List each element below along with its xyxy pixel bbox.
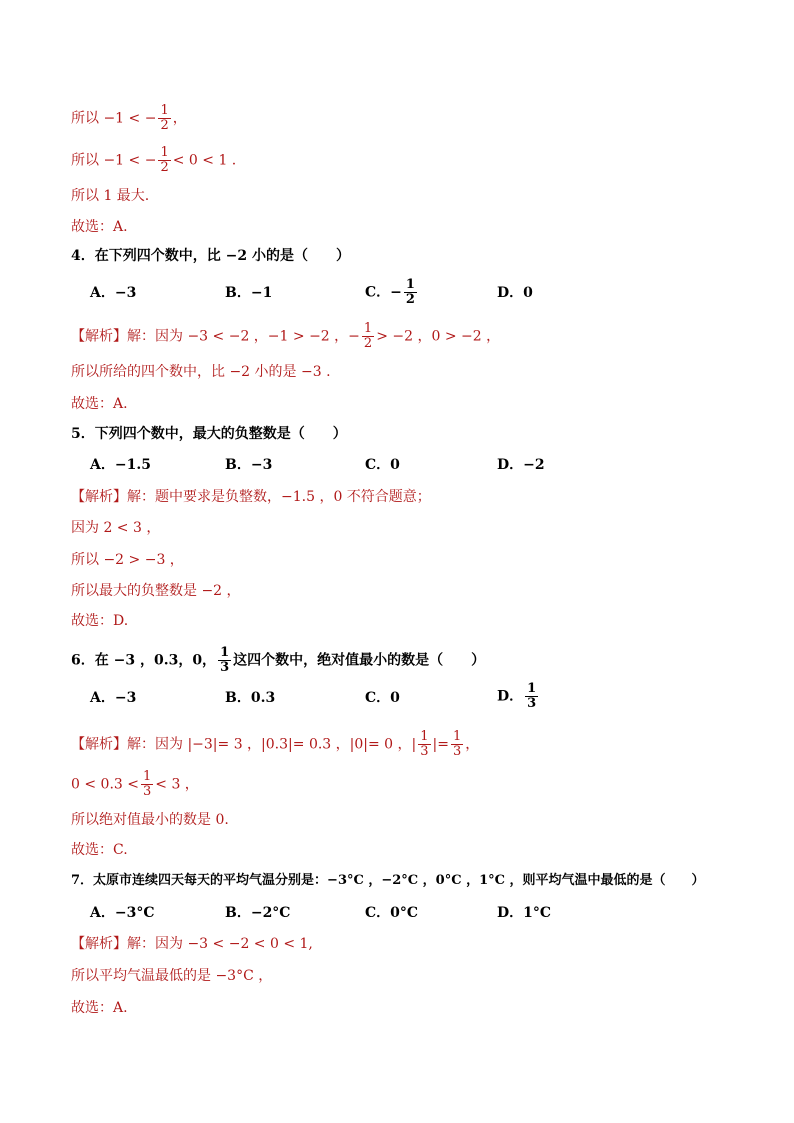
q5-answer: 故选：D. — [71, 613, 129, 629]
q3-solution-line-3: 所以 1 最大. — [71, 188, 150, 204]
q4-option-a: A．−3 — [90, 285, 137, 301]
q5-analysis: 【解析】解：题中要求是负整数，−1.5 ，0 不符合题意； — [71, 489, 431, 505]
q3-l1-pre: 所以 −1 < − — [71, 110, 157, 127]
q5-option-b: B．−3 — [225, 457, 273, 473]
q3-l1-post: ， — [172, 110, 187, 127]
analysis-tag: 【解析】 — [71, 489, 127, 505]
fraction-third: $\frac{1}{3}$ — [142, 769, 152, 799]
q5-analysis-line-4: 所以最大的负整数是 −2 ， — [71, 583, 241, 599]
q7-option-a: A．−3°C — [90, 905, 155, 921]
q3-answer: 故选：A. — [71, 219, 128, 235]
q3-solution-line-1 — [71, 104, 187, 133]
q6-stem: 6．在 −3 ，0.3，0， $\frac{1}{3}$ 这四个数中，绝对值最小的数是（ ） — [71, 645, 486, 675]
analysis-tag: 【解析】 — [71, 936, 127, 952]
analysis-tag: 【解析】 — [71, 736, 127, 753]
q6-answer: 故选：C. — [71, 842, 128, 858]
q4-answer: 故选：A. — [71, 396, 128, 412]
q3-solution-line-2 — [71, 146, 236, 175]
q5-option-d: D．−2 — [497, 457, 545, 473]
q5-option-c: C．0 — [365, 457, 400, 473]
fraction-third: $\frac{1}{3}$ — [420, 729, 429, 759]
q5-analysis-line-2: 因为 2 < 3 ， — [71, 520, 161, 536]
fraction-third: $\frac{1}{3}$ — [220, 645, 230, 675]
q6-option-c: C．0 — [365, 690, 400, 706]
q7-stem: 7．太原市连续四天每天的平均气温分别是：−3°C ，−2°C ，0°C ，1°C ，则平均气温中最低的是（ ） — [71, 873, 705, 888]
fraction-half: $\frac{1}{2}$ — [160, 103, 169, 133]
q6-analysis-line-2: 0 < 0.3 < $\frac{1}{3}$ < 3 ， — [71, 769, 199, 799]
q7-option-b: B．−2°C — [225, 905, 291, 921]
fraction-half: $\frac{1}{2}$ — [363, 321, 373, 351]
q5-analysis-line-3: 所以 −2 > −3 ， — [71, 552, 184, 568]
q4-analysis-line-2: 所以所给的四个数中，比 −2 小的是 −3 . — [71, 364, 331, 380]
q7-analysis-line-2: 所以平均气温最低的是 −3°C ， — [71, 968, 273, 984]
fraction-half: $\frac{1}{2}$ — [160, 145, 169, 175]
q3-l2-post: < 0 < 1 . — [172, 152, 237, 169]
q6-option-b: B．0.3 — [225, 690, 276, 706]
q5-stem: 5．下列四个数中，最大的负整数是（ ） — [71, 426, 347, 442]
q5-option-a: A．−1.5 — [90, 457, 151, 473]
fraction-half: $\frac{1}{2}$ — [405, 277, 415, 307]
q7-analysis: 【解析】解：因为 −3 < −2 < 0 < 1, — [71, 936, 313, 952]
q6-option-a: A．−3 — [90, 690, 137, 706]
q4-stem: 4．在下列四个数中，比 −2 小的是（ ） — [71, 248, 350, 264]
q3-l2-pre: 所以 −1 < − — [71, 152, 157, 169]
q4-option-b: B．−1 — [225, 285, 273, 301]
q6-option-d: D． $\frac{1}{3}$ — [497, 681, 537, 711]
q4-analysis: 【解析】解：因为 −3 < −2 ，−1 > −2 ，− $\frac{1}{2}$ > −2 ，0 > −2 ， — [71, 321, 501, 351]
fraction-third: $\frac{1}{3}$ — [527, 681, 537, 711]
q7-option-d: D．1°C — [497, 905, 552, 921]
q4-option-c: C．− $\frac{1}{2}$ — [365, 277, 415, 307]
q6-analysis-line-3: 所以绝对值最小的数是 0. — [71, 812, 229, 828]
analysis-tag: 【解析】 — [71, 328, 127, 345]
q7-answer: 故选：A. — [71, 1000, 128, 1016]
q6-analysis: 【解析】解：因为 |−3|= 3 ，|0.3|= 0.3 ，|0|= 0 ，| $\frac{1}{3}$ |= $\frac{1}{3}$ ， — [71, 729, 480, 759]
q7-option-c: C．0°C — [365, 905, 419, 921]
fraction-third: $\frac{1}{3}$ — [452, 729, 462, 759]
q4-option-d: D．0 — [497, 285, 533, 301]
